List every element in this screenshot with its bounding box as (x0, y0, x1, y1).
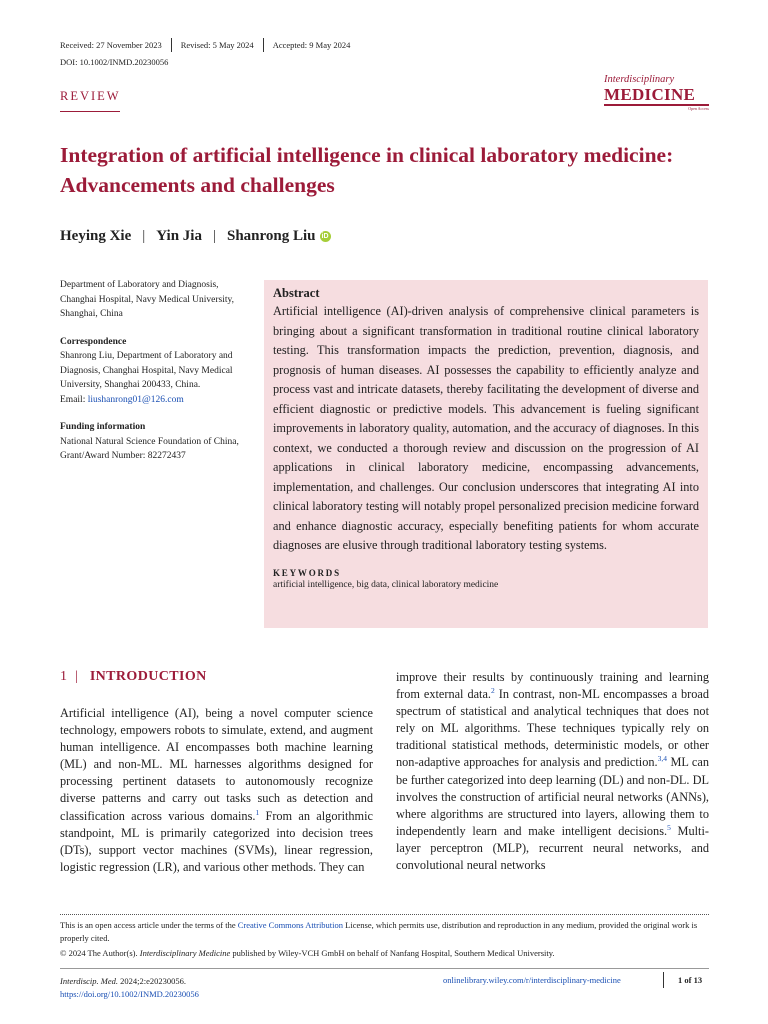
section-heading (60, 669, 207, 685)
footer-divider (663, 972, 664, 988)
author-divider: | (212, 228, 216, 244)
author-info-sidebar (60, 278, 250, 477)
copyright-journal: Interdisciplinary Medicine (139, 948, 231, 958)
copyright-note (60, 947, 709, 960)
open-access-note (60, 919, 709, 945)
footer-citation (60, 975, 199, 1001)
section-title: INTRODUCTION (89, 669, 207, 684)
revised-date: Revised: 5 May 2024 (180, 40, 254, 50)
paragraph-text: ML can be further categorized into deep learning (DL) and non-DL. DL involves the construction of artificial neural networks (ANNs), where algorithms are structured into layers, allowing them to independently learn and make intelligent decisions. (396, 755, 710, 838)
date-divider (171, 38, 172, 52)
oa-text: License, which permits use, distribution and reproduction in any medium, provided the original work is properly cited. (60, 920, 698, 943)
abstract-box (264, 280, 708, 628)
author-divider: | (142, 228, 146, 244)
paragraph-text: From an algorithmic standpoint, ML is primarily categorized into decision trees (DTs), support vector machines (SVMs), linear regression, logistic regression (LR), and various other methods. They can (60, 808, 373, 874)
license-footnote (60, 919, 709, 960)
citation-ref[interactable]: 2 (491, 686, 495, 695)
journal-logo (604, 74, 709, 111)
journal-logo-tag: Open Access (688, 106, 709, 111)
journal-logo-line2: MEDICINE (604, 85, 696, 104)
citation-details: 2024;2:e20230056. (118, 976, 186, 986)
citation-journal: Interdiscip. Med. (60, 976, 118, 986)
copyright-text: published by Wiley-VCH GmbH on behalf of Nanfang Hospital, Southern Medical University. (230, 948, 555, 958)
section-divider: | (75, 669, 78, 684)
email-line (60, 393, 250, 408)
body-column-left (60, 705, 373, 876)
footnote-divider (60, 914, 709, 915)
citation-ref[interactable]: 5 (667, 822, 671, 832)
article-dates (60, 38, 350, 52)
copyright-text: © 2024 The Author(s). (60, 948, 140, 958)
keywords-heading: KEYWORDS (273, 567, 341, 578)
citation-ref[interactable]: 3,4 (657, 754, 667, 764)
orcid-icon[interactable]: iD (321, 233, 329, 240)
funding-heading: Funding information (60, 422, 146, 432)
doi-line: DOI: 10.1002/INMD.20230056 (60, 57, 169, 67)
section-number: 1 (60, 669, 67, 684)
abstract-heading: Abstract (273, 286, 320, 300)
keywords-text: artificial intelligence, big data, clinical laboratory medicine (273, 579, 499, 590)
paragraph-text: In contrast, non-ML encompasses a broad spectrum of statistical and analytical techniques that does not rely on ML algorithms. These techniques typically rely on traditional statistical methods, deterministic models, or other non-adaptive approaches for analysis and prediction. (396, 687, 709, 770)
author-name[interactable]: Heying Xie (60, 228, 132, 244)
paragraph-text: Artificial intelligence (AI), being a novel computer science technology, empowers robots to simulate, extend, and augment human intelligence. AI encompasses both machine learning (ML) and non-ML. ML harnesses algorithms designed for processing pertinent datasets to autonomously recognize diverse patterns and carry out tasks such as detection and classification across various domains. (60, 706, 373, 823)
author-name[interactable]: Shanrong Liu (226, 228, 316, 244)
article-type-underline (60, 111, 120, 112)
date-divider (263, 38, 264, 52)
email-link[interactable]: liushanrong01@126.com (87, 394, 184, 405)
correspondence-text: Shanrong Liu, Department of Laboratory and Diagnosis, Changhai Hospital, Navy Medical University, Shanghai 200433, China. (60, 351, 233, 390)
abstract-text: Artificial intelligence (AI)-driven analysis of comprehensive clinical parameters is bringing about a significant transformation in traditional routine clinical laboratory testing. This transformation impacts the prediction, prevention, diagnosis, and prognosis of human diseases. AI possesses the capability to efficiently analyze and process vast and intricate datasets, thereby facilitating the development of diverse and efficient diagnostic or predictive models. This advancement is fueling significant improvements in laboratory quality, automation, and the accuracy of diagnoses. In this context, we conducted a thorough review and discussion on the progression of AI applications in clinical laboratory medicine, encompassing advancements, implementation, and challenges. Our conclusion underscores that integrating AI into clinical laboratory testing will notably propel personalized precision medicine forward and enhance diagnostic accuracy, especially benefiting patients for whom accurate diagnoses are elusive through traditional laboratory testing systems. (273, 304, 699, 552)
received-date: Received: 27 November 2023 (60, 40, 162, 50)
cc-license-link[interactable]: Creative Commons Attribution (237, 920, 344, 930)
article-title: Integration of artificial intelligence in clinical laboratory medicine: Advancements and challenges (60, 143, 674, 197)
correspondence-heading: Correspondence (60, 336, 127, 347)
paragraph-text: Multi-layer perceptron (MLP), recurrent neural networks, and convolutional neural networks (396, 823, 709, 873)
body-column-right (396, 669, 709, 874)
paragraph-text: improve their results by continuously training and learning from external data. (396, 670, 709, 702)
page-number: 1 of 13 (678, 975, 703, 985)
article-type-label: REVIEW (60, 89, 121, 103)
accepted-date: Accepted: 9 May 2024 (272, 40, 351, 50)
author-name[interactable]: Yin Jia (156, 228, 202, 244)
doi-link[interactable]: https://doi.org/10.1002/INMD.20230056 (60, 989, 199, 999)
oa-text: This is an open access article under the terms of the (60, 920, 238, 930)
affiliation-text: Department of Laboratory and Diagnosis, Changhai Hospital, Navy Medical University, Shanghai, China (60, 280, 235, 319)
email-label: Email: (60, 394, 88, 405)
citation-ref[interactable]: 1 (255, 807, 260, 817)
journal-logo-line1: Interdisciplinary (604, 74, 675, 85)
journal-url-link[interactable]: onlinelibrary.wiley.com/r/interdisciplinary-medicine (443, 975, 621, 985)
author-list (60, 228, 331, 245)
footer-rule (60, 968, 709, 969)
funding-text: National Natural Science Foundation of China, Grant/Award Number: 82272437 (60, 436, 239, 461)
